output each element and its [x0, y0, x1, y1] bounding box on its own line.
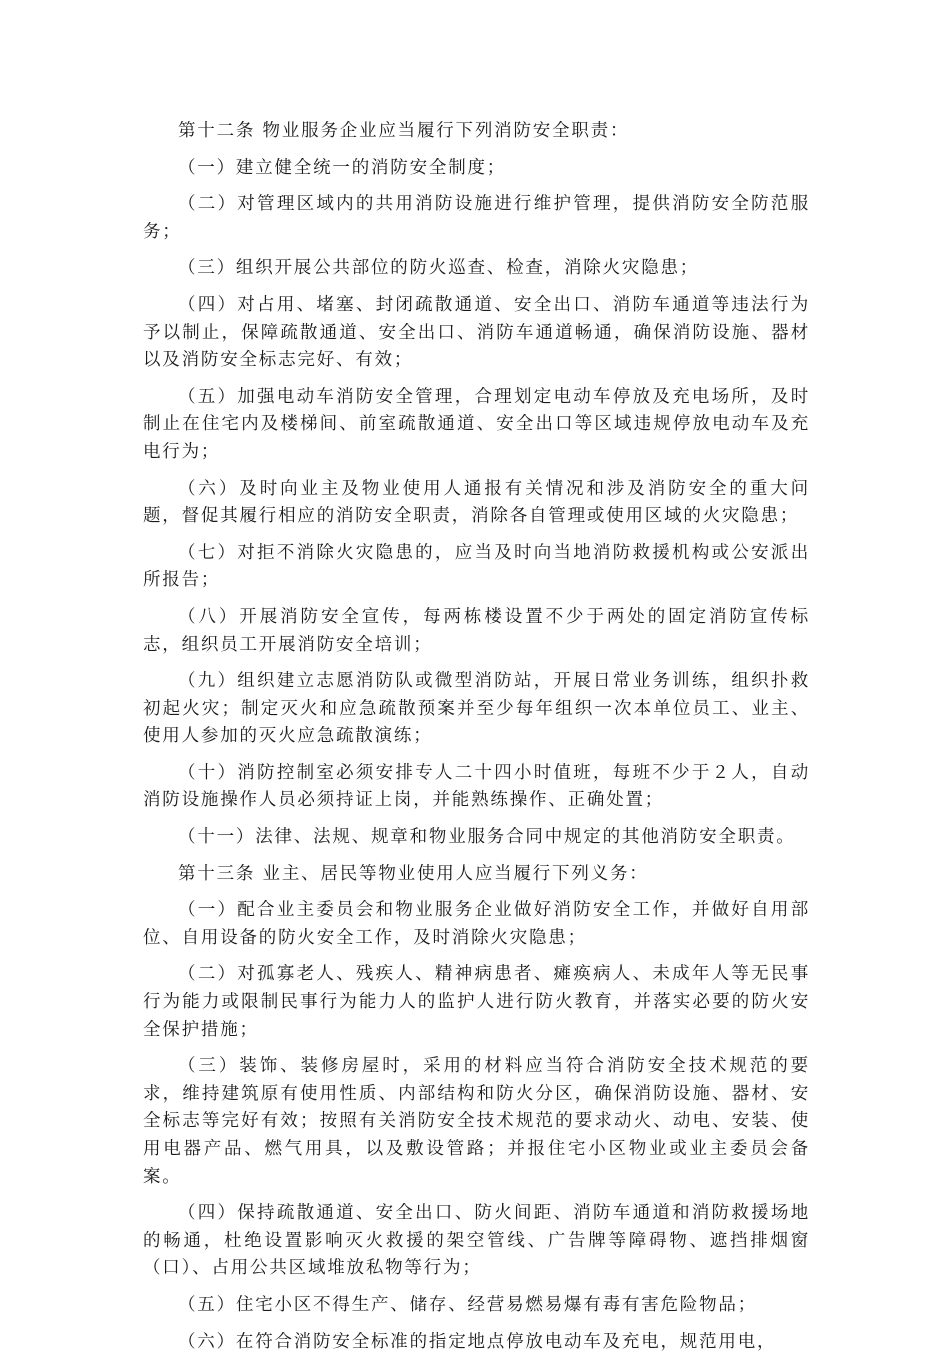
- article-12-item-11: （十一）法律、法规、规章和物业服务合同中规定的其他消防安全职责。: [178, 827, 796, 848]
- article-12-item-9: （九）组织建立志愿消防队或微型消防站，开展日常业务训练，组织扑救初起火灾；制定灭火和应急疏散预案并至少每年组织一次本单位员工、业主、使用人参加的灭火应急疏散演练；: [143, 671, 810, 747]
- article-12-heading: 第十二条 物业服务企业应当履行下列消防安全职责：: [178, 121, 630, 141]
- article-13-item-5: （五）住宅小区不得生产、储存、经营易燃易爆有毒有害危险物品；: [178, 1294, 757, 1315]
- article-12-item-1: （一）建立健全统一的消防安全制度；: [178, 157, 507, 178]
- document-body: [143, 118, 810, 1365]
- article-13-item-2: （二）对孤寡老人、残疾人、精神病患者、瘫痪病人、未成年人等无民事行为能力或限制民事行为能力人的监护人进行防火教育，并落实必要的防火安全保护措施；: [143, 964, 810, 1040]
- article-13-item-4: （四）保持疏散通道、安全出口、防火间距、消防车通道和消防救援场地的畅通，杜绝设置影响灭火救援的架空管线、广告牌等障碍物、遮挡排烟窗（口）、占用公共区域堆放私物等行为；: [143, 1203, 810, 1279]
- article-12-item-4: （四）对占用、堵塞、封闭疏散通道、安全出口、消防车通道等违法行为予以制止，保障疏散通道、安全出口、消防车通道畅通，确保消防设施、器材以及消防安全标志完好、有效；: [143, 294, 810, 371]
- article-13-item-1: （一）配合业主委员会和物业服务企业做好消防安全工作，并做好自用部位、自用设备的防火安全工作，及时消除火灾隐患；: [143, 900, 810, 948]
- article-12-item-6: （六）及时向业主及物业使用人通报有关情况和涉及消防安全的重大问题，督促其履行相应的消防安全职责，消除各自管理或使用区域的火灾隐患；: [143, 478, 810, 527]
- article-12-item-2: （二）对管理区域内的共用消防设施进行维护管理，提供消防安全防范服务；: [143, 194, 810, 242]
- article-13-item-3: （三）装饰、装修房屋时，采用的材料应当符合消防安全技术规范的要求，维持建筑原有使用性质、内部结构和防火分区，确保消防设施、器材、安全标志等完好有效；按照有关消防安全技术规范的要求动火、动电、安装、使用电器产品、燃气用具，以及敷设管路；并报住宅小区物业或业主委员会备案。: [143, 1056, 810, 1187]
- article-12-item-8: （八）开展消防安全宣传，每两栋楼设置不少于两处的固定消防宣传标志，组织员工开展消防安全培训；: [143, 606, 810, 655]
- article-12-item-10: （十）消防控制室必须安排专人二十四小时值班，每班不少于２人，自动消防设施操作人员必须持证上岗，并能熟练操作、正确处置；: [143, 762, 810, 811]
- article-12-item-3: （三）组织开展公共部位的防火巡查、检查，消除火灾隐患；: [178, 258, 700, 279]
- article-13-heading: 第十三条 业主、居民等物业使用人应当履行下列义务：: [178, 863, 649, 884]
- article-12-item-5: （五）加强电动车消防安全管理，合理划定电动车停放及充电场所，及时制止在住宅内及楼梯间、前室疏散通道、安全出口等区域违规停放电动车及充电行为；: [143, 386, 810, 462]
- article-12-item-7: （七）对拒不消除火灾隐患的，应当及时向当地消防救援机构或公安派出所报告；: [143, 542, 810, 591]
- article-13-item-6: （六）在符合消防安全标准的指定地点停放电动车及充电，规范用电，: [178, 1331, 777, 1352]
